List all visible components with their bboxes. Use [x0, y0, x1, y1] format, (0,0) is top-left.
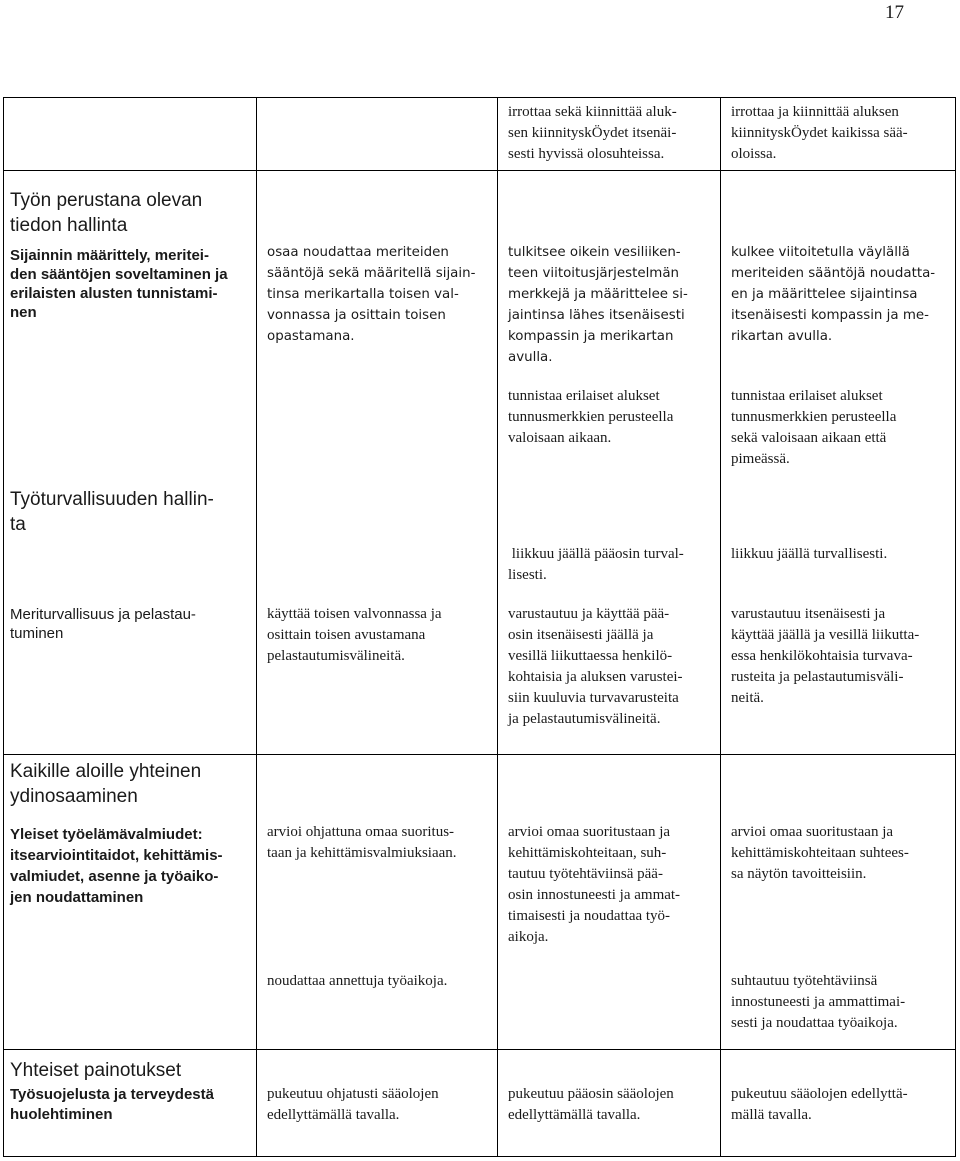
assessment-table	[3, 97, 956, 1157]
column-divider	[720, 98, 721, 1156]
criterion-sijainnin-maarittely: Sijainnin määrittely, meritei- den sääntöjen soveltaminen ja erilaisten alusten tunnistami- nen	[10, 247, 228, 321]
criterion-meriturvallisuus: Meriturvallisuus ja pelastau- tuminen	[10, 606, 196, 642]
rescue-satisfactory: käyttää toisen valvonnassa ja osittain toisen avustamana pelastautumisvälineitä.	[267, 606, 442, 664]
section-heading-tiedon-hallinta: Työn perustana olevan tiedon hallinta	[10, 190, 203, 236]
top-row-excellent: irrottaa ja kiinnittää aluksen kiinnityskÖydet kaikissa sää- oloissa.	[731, 104, 908, 162]
column-divider	[256, 98, 257, 1156]
top-row-good: irrottaa sekä kiinnittää aluk- sen kiinnityskÖydet itsenäi- sesti hyvissä olosuhteissa.	[508, 104, 677, 162]
section-heading-ydinosaaminen: Kaikille aloille yhteinen ydinosaaminen	[10, 761, 202, 807]
row-divider	[4, 170, 955, 171]
criterion-tyoelamavalmiudet: Yleiset työelämävalmiudet: itsearviointitaidot, kehittämis- valmiudet, asenne ja työaiko- jen noudattaminen	[10, 826, 223, 906]
working-hours-excellent: suhtautuu työtehtäviinsä innostuneesti ja ammattimai- sesti ja noudattaa työaikoja.	[731, 973, 906, 1031]
vessel-id-excellent: tunnistaa erilaiset alukset tunnusmerkkien perusteella sekä valoisaan aikaan että pimeässä.	[731, 388, 897, 467]
self-assessment-satisfactory: arvioi ohjattuna omaa suoritus- taan ja kehittämisvalmiuksiaan.	[267, 824, 457, 861]
criterion-tyosuojelu: Työsuojelusta ja terveydestä huolehtiminen	[10, 1086, 214, 1123]
ice-good: liikkuu jäällä pääosin turval- lisesti.	[508, 546, 684, 583]
clothing-satisfactory: pukeutuu ohjatusti sääolojen edellyttämällä tavalla.	[267, 1086, 439, 1123]
clothing-excellent: pukeutuu sääolojen edellyttä- mällä tavalla.	[731, 1086, 908, 1123]
navigation-good: tulkitsee oikein vesiliiken- teen viitoitusjärjestelmän merkkejä ja määrittelee si- jaintinsa lähes itsenäisesti kompassin ja merikartan avulla.	[508, 245, 688, 365]
rescue-good: varustautuu ja käyttää pää- osin itsenäisesti jäällä ja vesillä liikuttaessa henkilö- kohtaisia ja aluksen varustei- siin kuuluvia turvavarusteita ja pelastautumisvälineitä.	[508, 606, 683, 727]
ice-excellent: liikkuu jäällä turvallisesti.	[731, 546, 888, 562]
navigation-satisfactory: osaa noudattaa meriteiden sääntöjä sekä määritellä sijain- tinsa merikartalla toisen val- vonnassa ja osittain toisen opastamana.	[267, 245, 476, 344]
self-assessment-excellent: arvioi omaa suoritustaan ja kehittämiskohteitaan suhtees- sa näytön tavoitteisiin.	[731, 824, 909, 882]
section-heading-painotukset: Yhteiset painotukset	[10, 1060, 182, 1081]
row-divider	[4, 754, 955, 755]
rescue-excellent: varustautuu itsenäisesti ja käyttää jäällä ja vesillä liikutta- essa henkilökohtaisia turvava- rusteita ja pelastautumisväli- neitä.	[731, 606, 920, 706]
section-heading-tyoturvallisuus: Työturvallisuuden hallin- ta	[10, 489, 214, 535]
column-divider	[497, 98, 498, 1156]
row-divider	[4, 1049, 955, 1050]
page-number: 17	[885, 2, 904, 23]
working-hours-satisfactory: noudattaa annettuja työaikoja.	[267, 973, 448, 989]
clothing-good: pukeutuu pääosin sääolojen edellyttämällä tavalla.	[508, 1086, 674, 1123]
vessel-id-good: tunnistaa erilaiset alukset tunnusmerkkien perusteella valoisaan aikaan.	[508, 388, 674, 446]
navigation-excellent: kulkee viitoitetulla väylällä meriteiden sääntöjä noudatta- en ja määrittelee sijaintinsa itsenäisesti kompassin ja me- rikartan avulla.	[731, 245, 936, 344]
self-assessment-good: arvioi omaa suoritustaan ja kehittämiskohteitaan, suh- tautuu työtehtäviinsä pää- osin innostuneesti ja ammat- timaisesti ja noudattaa työ- aikoja.	[508, 824, 681, 945]
